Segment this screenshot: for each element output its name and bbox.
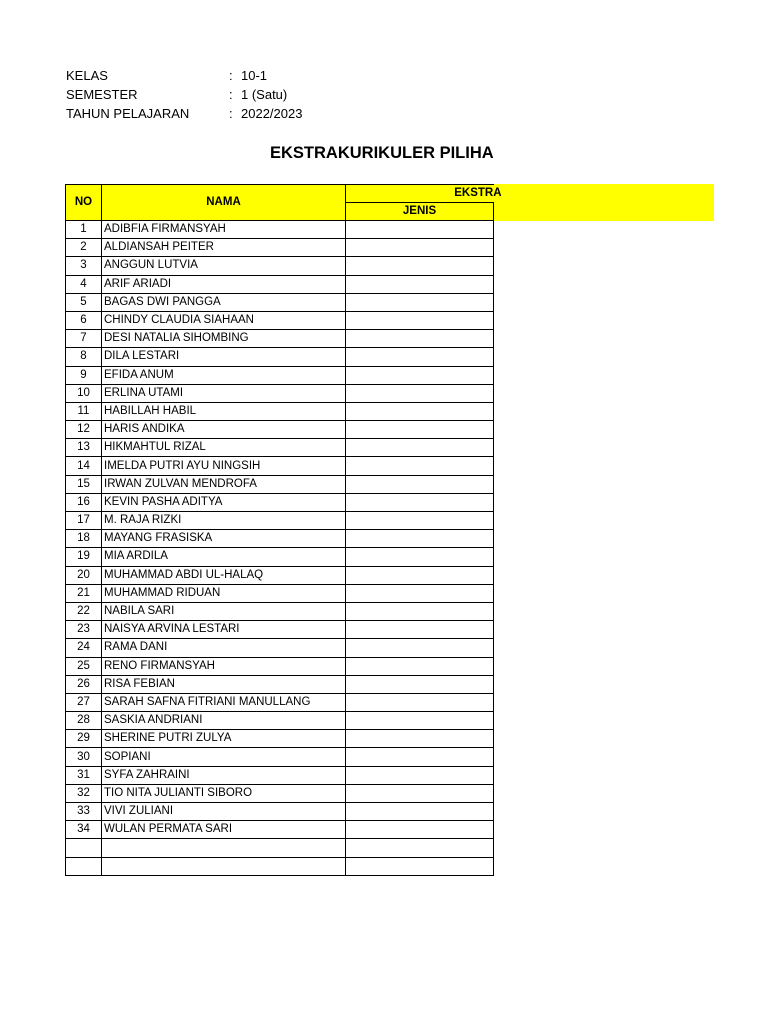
tahun-row	[66, 104, 302, 123]
cell-nama[interactable]: ALDIANSAH PEITER	[102, 239, 346, 257]
cell-jenis[interactable]	[346, 293, 494, 311]
semester-value: 1 (Satu)	[241, 87, 288, 102]
class-info	[66, 66, 302, 123]
cell-jenis[interactable]	[346, 675, 494, 693]
cell-nama[interactable]: NABILA SARI	[102, 602, 346, 620]
cell-jenis[interactable]	[346, 602, 494, 620]
cell-no[interactable]	[66, 839, 102, 857]
cell-jenis[interactable]	[346, 221, 494, 239]
cell-nama[interactable]: MUHAMMAD ABDI UL-HALAQ	[102, 566, 346, 584]
cell-no[interactable]: 18	[66, 530, 102, 548]
cell-no[interactable]: 10	[66, 384, 102, 402]
cell-nama[interactable]: MIA ARDILA	[102, 548, 346, 566]
cell-nama[interactable]: M. RAJA RIZKI	[102, 512, 346, 530]
cell-nama[interactable]: RISA FEBIAN	[102, 675, 346, 693]
cell-nama[interactable]: DESI NATALIA SIHOMBING	[102, 330, 346, 348]
table-row	[66, 693, 494, 711]
cell-jenis[interactable]	[346, 330, 494, 348]
table-row	[66, 712, 494, 730]
table-row	[66, 530, 494, 548]
cell-jenis[interactable]	[346, 730, 494, 748]
cell-nama[interactable]: KEVIN PASHA ADITYA	[102, 493, 346, 511]
cell-no[interactable]: 7	[66, 330, 102, 348]
cell-nama[interactable]: ANGGUN LUTVIA	[102, 257, 346, 275]
header-jenis[interactable]	[346, 203, 494, 221]
table-row	[66, 348, 494, 366]
student-table	[65, 184, 502, 876]
table-row	[66, 330, 494, 348]
cell-no[interactable]	[66, 857, 102, 875]
semester-label: SEMESTER	[66, 87, 138, 102]
table-row	[66, 457, 494, 475]
cell-no[interactable]: 20	[66, 566, 102, 584]
cell-jenis[interactable]	[346, 475, 494, 493]
table-row	[66, 602, 494, 620]
cell-nama[interactable]: IMELDA PUTRI AYU NINGSIH	[102, 457, 346, 475]
cell-no[interactable]: 5	[66, 293, 102, 311]
header-no-label: NO	[74, 196, 93, 208]
cell-no[interactable]: 28	[66, 712, 102, 730]
cell-jenis[interactable]	[346, 257, 494, 275]
cell-no[interactable]: 12	[66, 421, 102, 439]
table-row	[66, 311, 494, 329]
cell-nama[interactable]: CHINDY CLAUDIA SIAHAAN	[102, 311, 346, 329]
table-body	[66, 221, 494, 876]
header-ekstra[interactable]	[346, 185, 502, 203]
cell-jenis[interactable]	[346, 275, 494, 293]
table-row	[66, 548, 494, 566]
cell-jenis[interactable]	[346, 421, 494, 439]
cell-no[interactable]: 19	[66, 548, 102, 566]
cell-nama[interactable]: DILA LESTARI	[102, 348, 346, 366]
table-row	[66, 584, 494, 602]
cell-jenis[interactable]	[346, 548, 494, 566]
table-row	[66, 421, 494, 439]
cell-no[interactable]: 26	[66, 675, 102, 693]
cell-no[interactable]: 2	[66, 239, 102, 257]
cell-no[interactable]: 4	[66, 275, 102, 293]
kelas-label: KELAS	[66, 68, 108, 83]
cell-no[interactable]: 14	[66, 457, 102, 475]
table-row	[66, 384, 494, 402]
cell-no[interactable]: 13	[66, 439, 102, 457]
table-row	[66, 784, 494, 802]
cell-no[interactable]: 8	[66, 348, 102, 366]
table-row	[66, 239, 494, 257]
cell-no[interactable]: 6	[66, 311, 102, 329]
cell-jenis[interactable]	[346, 712, 494, 730]
cell-nama[interactable]: NAISYA ARVINA LESTARI	[102, 621, 346, 639]
cell-nama[interactable]: HABILLAH HABIL	[102, 402, 346, 420]
table-row	[66, 748, 494, 766]
cell-no[interactable]: 11	[66, 402, 102, 420]
cell-jenis[interactable]	[346, 621, 494, 639]
cell-jenis[interactable]	[346, 566, 494, 584]
cell-nama[interactable]: RAMA DANI	[102, 639, 346, 657]
table-row	[66, 493, 494, 511]
cell-no[interactable]: 27	[66, 693, 102, 711]
cell-jenis[interactable]	[346, 530, 494, 548]
table-row	[66, 293, 494, 311]
table-row	[66, 839, 494, 857]
table-row	[66, 439, 494, 457]
kelas-row	[66, 66, 302, 85]
cell-nama[interactable]: ERLINA UTAMI	[102, 384, 346, 402]
cell-no[interactable]: 25	[66, 657, 102, 675]
cell-jenis[interactable]	[346, 584, 494, 602]
cell-nama[interactable]	[102, 857, 346, 875]
kelas-value: 10-1	[241, 68, 268, 83]
cell-jenis[interactable]	[346, 657, 494, 675]
cell-nama[interactable]: ARIF ARIADI	[102, 275, 346, 293]
cell-jenis[interactable]	[346, 821, 494, 839]
cell-jenis[interactable]	[346, 402, 494, 420]
cell-no[interactable]: 23	[66, 621, 102, 639]
cell-jenis[interactable]	[346, 366, 494, 384]
cell-jenis[interactable]	[346, 311, 494, 329]
cell-no[interactable]: 30	[66, 748, 102, 766]
table-row	[66, 275, 494, 293]
semester-row	[66, 85, 302, 104]
cell-jenis[interactable]	[346, 439, 494, 457]
table-row	[66, 512, 494, 530]
kelas-separator: :	[229, 68, 233, 83]
semester-separator: :	[229, 87, 233, 102]
header-ekstra-label: EKSTRA	[454, 187, 502, 199]
cell-nama[interactable]: VIVI ZULIANI	[102, 803, 346, 821]
cell-jenis[interactable]	[346, 384, 494, 402]
table-row	[66, 803, 494, 821]
tahun-label: TAHUN PELAJARAN	[66, 106, 190, 121]
cell-no[interactable]: 3	[66, 257, 102, 275]
table-row	[66, 366, 494, 384]
tahun-separator: :	[229, 106, 233, 121]
cell-jenis[interactable]	[346, 512, 494, 530]
cell-jenis[interactable]	[346, 766, 494, 784]
cell-nama[interactable]: RENO FIRMANSYAH	[102, 657, 346, 675]
cell-jenis[interactable]	[346, 803, 494, 821]
cell-no[interactable]: 32	[66, 784, 102, 802]
cell-nama[interactable]: BAGAS DWI PANGGA	[102, 293, 346, 311]
header-row-top	[66, 185, 494, 203]
header-highlight-band	[494, 184, 714, 221]
cell-no[interactable]: 9	[66, 366, 102, 384]
table-row	[66, 402, 494, 420]
table-row	[66, 639, 494, 657]
cell-nama[interactable]: SARAH SAFNA FITRIANI MANULLANG	[102, 693, 346, 711]
cell-nama[interactable]: SOPIANI	[102, 748, 346, 766]
cell-jenis[interactable]	[346, 748, 494, 766]
cell-no[interactable]: 21	[66, 584, 102, 602]
cell-jenis[interactable]	[346, 784, 494, 802]
cell-no[interactable]: 17	[66, 512, 102, 530]
header-nama-label: NAMA	[206, 196, 241, 208]
cell-nama[interactable]: MAYANG FRASISKA	[102, 530, 346, 548]
table-row	[66, 657, 494, 675]
cell-jenis[interactable]	[346, 493, 494, 511]
cell-jenis[interactable]	[346, 839, 494, 857]
cell-jenis[interactable]	[346, 457, 494, 475]
cell-nama[interactable]: HIKMAHTUL RIZAL	[102, 439, 346, 457]
cell-jenis[interactable]	[346, 639, 494, 657]
table-row	[66, 257, 494, 275]
table-row	[66, 566, 494, 584]
cell-nama[interactable]: HARIS ANDIKA	[102, 421, 346, 439]
cell-nama[interactable]: WULAN PERMATA SARI	[102, 821, 346, 839]
cell-no[interactable]: 29	[66, 730, 102, 748]
cell-nama[interactable]: SHERINE PUTRI ZULYA	[102, 730, 346, 748]
table-row	[66, 857, 494, 875]
cell-jenis[interactable]	[346, 857, 494, 875]
cell-no[interactable]: 34	[66, 821, 102, 839]
cell-jenis[interactable]	[346, 239, 494, 257]
cell-nama[interactable]: EFIDA ANUM	[102, 366, 346, 384]
cell-nama[interactable]: IRWAN ZULVAN MENDROFA	[102, 475, 346, 493]
cell-no[interactable]: 22	[66, 602, 102, 620]
table-row	[66, 821, 494, 839]
table-row	[66, 221, 494, 239]
cell-no[interactable]: 16	[66, 493, 102, 511]
table-row	[66, 621, 494, 639]
cell-nama[interactable]: SASKIA ANDRIANI	[102, 712, 346, 730]
tahun-value: 2022/2023	[241, 106, 303, 121]
header-no[interactable]	[66, 185, 102, 221]
cell-nama[interactable]	[102, 839, 346, 857]
table-row	[66, 675, 494, 693]
cell-nama[interactable]: MUHAMMAD RIDUAN	[102, 584, 346, 602]
cell-no[interactable]: 1	[66, 221, 102, 239]
cell-no[interactable]: 24	[66, 639, 102, 657]
cell-no[interactable]: 33	[66, 803, 102, 821]
cell-jenis[interactable]	[346, 693, 494, 711]
cell-no[interactable]: 31	[66, 766, 102, 784]
cell-nama[interactable]: ADIBFIA FIRMANSYAH	[102, 221, 346, 239]
header-nama[interactable]	[102, 185, 346, 221]
cell-no[interactable]: 15	[66, 475, 102, 493]
table-row	[66, 766, 494, 784]
cell-nama[interactable]: TIO NITA JULIANTI SIBORO	[102, 784, 346, 802]
table-row	[66, 730, 494, 748]
cell-jenis[interactable]	[346, 348, 494, 366]
header-jenis-label: JENIS	[402, 205, 437, 217]
table-row	[66, 475, 494, 493]
page-title: EKSTRAKURIKULER PILIHA	[270, 144, 494, 162]
cell-nama[interactable]: SYFA ZAHRAINI	[102, 766, 346, 784]
